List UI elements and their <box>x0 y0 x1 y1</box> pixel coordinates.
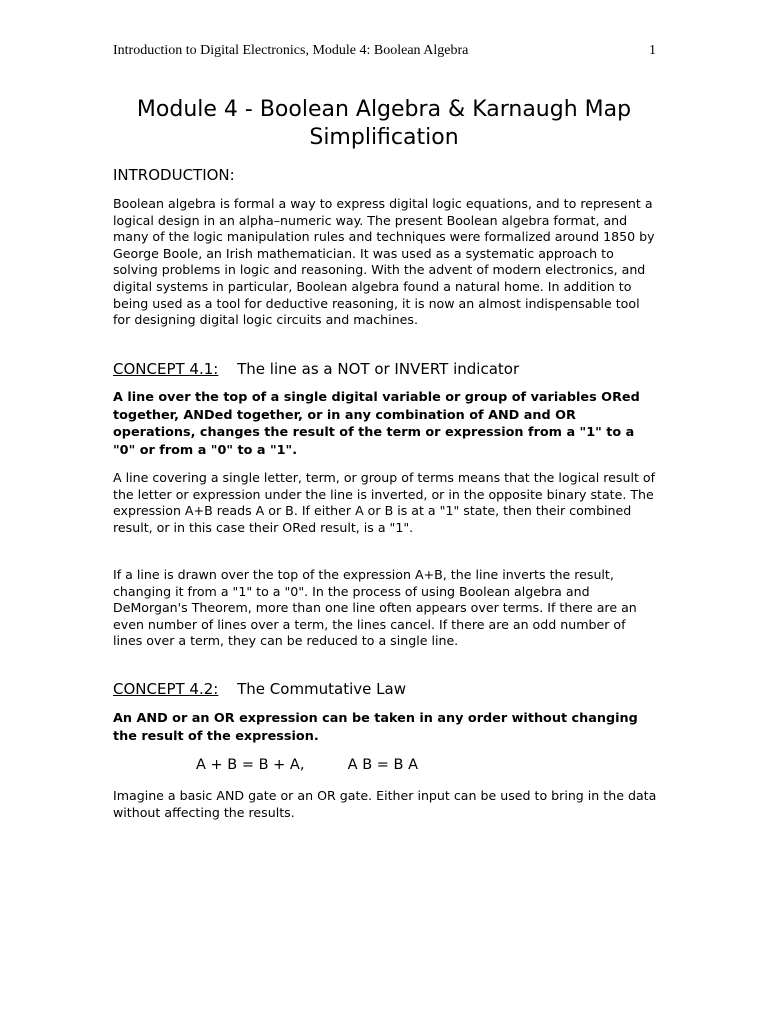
title-line-1: Module 4 - Boolean Algebra & Karnaugh Map <box>136 97 632 122</box>
running-title: Introduction to Digital Electronics, Module 4: Boolean Algebra <box>113 43 469 58</box>
running-header <box>113 43 656 59</box>
concept-4-2-label: CONCEPT 4.2: <box>113 680 219 698</box>
introduction-heading: INTRODUCTION: <box>113 166 235 184</box>
concept-4-1-label: CONCEPT 4.1: <box>113 360 219 378</box>
concept-4-2-rule: An AND or an OR expression can be taken in any order without changing the result of the expression. <box>113 711 638 744</box>
concept-4-2-paragraph-1: Imagine a basic AND gate or an OR gate. Either input can be used to bring in the data without affecting the results. <box>113 788 657 820</box>
concept-4-2-heading <box>113 680 406 698</box>
concept-4-1-paragraph-1: A line covering a single letter, term, or group of terms means that the logical result of the letter or expression under the line is inverted, or in the opposite binary state. The expression A+B reads A or B. If either A or B is at a "1" state, then their combined result, or in this case their ORed result, is a "1". <box>113 470 656 535</box>
equation-or: A + B = B + A, <box>196 757 305 773</box>
page-title <box>100 96 668 152</box>
title-line-2: Simplification <box>309 125 459 150</box>
equation-and: A B = B A <box>347 757 418 773</box>
concept-4-1-heading <box>113 360 519 378</box>
introduction-body: Boolean algebra is formal a way to express digital logic equations, and to represent a logical design in an alpha–numeric way. The present Boolean algebra format, and many of the logic manipulation rules and techniques were formalized around 1850 by George Boole, an Irish mathematician. It was used as a systematic approach to solving problems in logic and reasoning. With the advent of modern electronics, and digital systems in particular, Boolean algebra found a natural home. In addition to being used as a tool for deductive reasoning, it is now an almost indispensable tool for designing digital logic circuits and machines. <box>113 196 655 328</box>
page-number: 1 <box>649 43 656 58</box>
concept-4-1-title: The line as a NOT or INVERT indicator <box>237 360 520 378</box>
concept-4-1-rule: A line over the top of a single digital variable or group of variables ORed together, ANDed together, or in any combination of AND and OR operations, changes the result of the term or expression from a "1" to a "0" or from a "0" to a "1". <box>113 390 640 458</box>
concept-4-2-title: The Commutative Law <box>237 680 406 698</box>
concept-4-1-paragraph-2: If a line is drawn over the top of the expression A+B, the line inverts the result, changing it from a "1" to a "0". In the process of using Boolean algebra and DeMorgan's Theorem, more than one line often appears over terms. If there are an even number of lines over a term, the lines cancel. If there are an odd number of lines over a term, they can be reduced to a single line. <box>113 567 637 649</box>
commutative-equations <box>196 756 418 774</box>
